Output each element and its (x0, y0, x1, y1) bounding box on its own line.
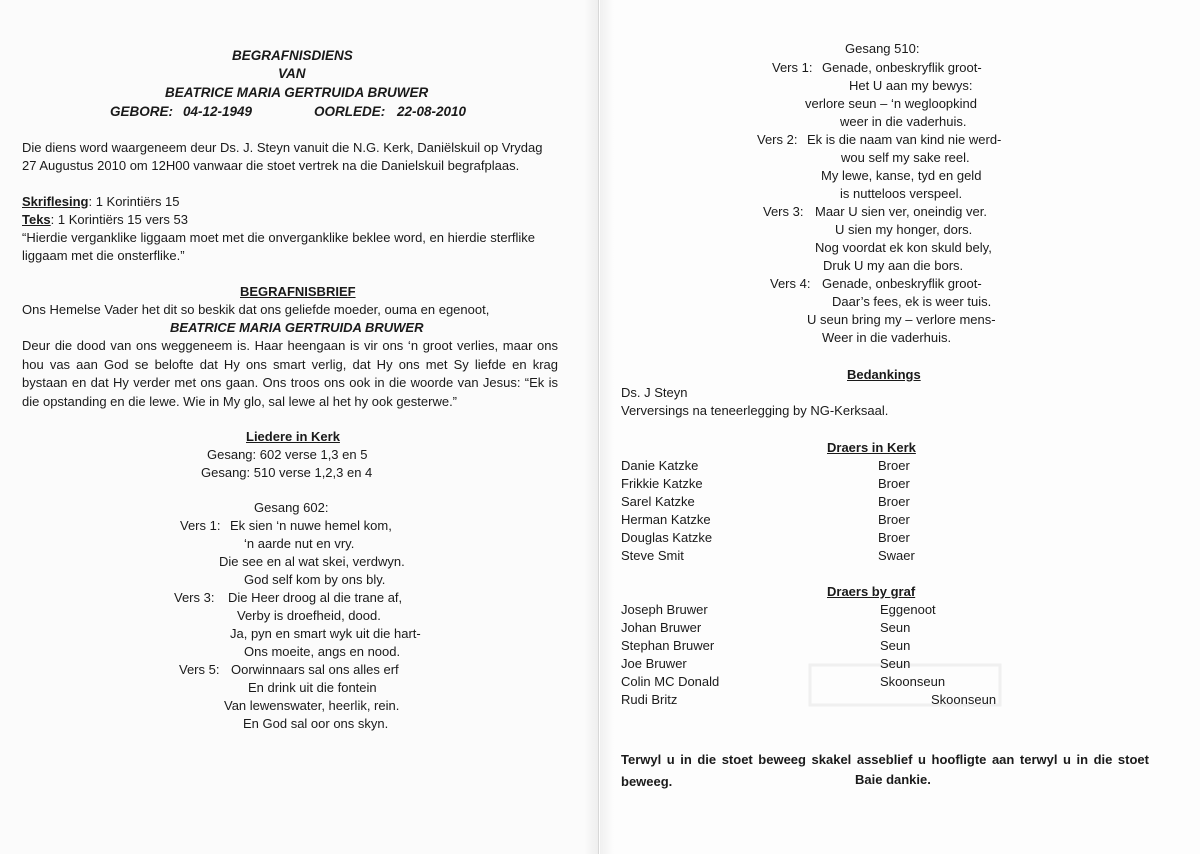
hymn602-line: Die Heer droog al die trane af, (228, 590, 403, 605)
letter-body (22, 337, 558, 411)
hymn510-title: Gesang 510: (845, 41, 920, 56)
bearers-church-heading: Draers in Kerk (827, 440, 916, 455)
hymn510-verse3-label: Vers 3: (763, 204, 804, 219)
hymn510-verse1-label: Vers 1: (772, 60, 813, 75)
scripture-quote-line-1: “Hierdie verganklike liggaam moet met die onverganklike beklee word, en hierdie sterflike (22, 230, 536, 245)
letter-body-line: die opstanding en die lewe. Wie in My glo, sal lewe al het hy ook gesterwe.” (22, 393, 458, 409)
bearer-relation: Broer (878, 530, 910, 545)
bearer-name: Joe Bruwer (621, 656, 687, 671)
bearer-name: Stephan Bruwer (621, 638, 715, 653)
letter-name: BEATRICE MARIA GERTRUIDA BRUWER (170, 320, 424, 335)
hymn602-line: Verby is droefheid, dood. (237, 608, 381, 623)
hymn602-line: Ek sien ‘n nuwe hemel kom, (230, 518, 392, 533)
hymn510-line: U seun bring my – verlore mens- (807, 312, 996, 327)
hymn510-line: Ek is die naam van kind nie werd- (807, 132, 1002, 147)
thanks-line-2: Verversings na teneerlegging by NG-Kerksaal. (621, 403, 889, 418)
hymn510-line: My lewe, kanse, tyd en geld (821, 168, 982, 183)
songs-line-1: Gesang: 602 verse 1,3 en 5 (207, 447, 368, 462)
letter-line-1: Ons Hemelse Vader het dit so beskik dat ons geliefde moeder, ouma en egenoot, (22, 302, 490, 317)
bearer-name: Joseph Bruwer (621, 602, 708, 617)
bearer-relation: Swaer (878, 548, 915, 563)
hymn602-line: En God sal oor ons skyn. (243, 716, 389, 731)
closing-line-2b: Baie dankie. (855, 772, 931, 787)
songs-heading: Liedere in Kerk (246, 429, 340, 444)
closing-note (621, 750, 1149, 770)
bearer-relation: Broer (878, 494, 910, 509)
closing-line-1: Terwyl u in die stoet beweeg skakel asseblief u hoofligte aan terwyl u in die stoet (621, 752, 1149, 767)
scripture-text (22, 211, 188, 229)
hymn510-line: wou self my sake reel. (841, 150, 970, 165)
hymn510-line: is nutteloos verspeel. (840, 186, 963, 201)
scripture-quote-line-2: liggaam met die onsterflike.” (22, 248, 185, 263)
letter-body-line: Deur die dood van ons weggeneem is. Haar heengaan is vir ons ‘n groot verlies, maar ons (22, 338, 558, 353)
hymn510-line: Daar’s fees, ek is weer tuis. (832, 294, 992, 309)
bearer-relation: Seun (880, 656, 911, 671)
hymn602-line: Ons moeite, angs en nood. (244, 644, 401, 659)
died-date: 22-08-2010 (397, 104, 467, 119)
hymn510-line: Genade, onbeskryflik groot- (822, 276, 982, 291)
right-page (600, 0, 1200, 854)
hymn602-line: Van lewenswater, heerlik, rein. (224, 698, 400, 713)
hymn510-verse2-label: Vers 2: (757, 132, 798, 147)
bearer-name: Herman Katzke (621, 512, 711, 527)
bearer-relation: Broer (878, 476, 910, 491)
bearer-relation: Seun (880, 620, 911, 635)
scripture-reading-label: Skriflesing (22, 194, 89, 209)
hymn602-verse5-label: Vers 5: (179, 662, 220, 677)
service-title: BEGRAFNISDIENS (232, 48, 353, 63)
bearer-relation: Eggenoot (880, 602, 936, 617)
bearer-name: Danie Katzke (621, 458, 699, 473)
hymn510-line: Weer in die vaderhuis. (822, 330, 952, 345)
closing-line-2a: beweeg. (621, 774, 673, 789)
scripture-text-label: Teks (22, 212, 51, 227)
songs-line-2: Gesang: 510 verse 1,2,3 en 4 (201, 465, 373, 480)
thanks-heading: Bedankings (847, 367, 921, 382)
left-page (0, 0, 599, 854)
bearer-relation: Seun (880, 638, 911, 653)
bearer-relation: Skoonseun (880, 674, 946, 689)
born-label: GEBORE: (110, 104, 174, 119)
hymn510-line: Druk U my aan die bors. (823, 258, 964, 273)
intro-line-2: 27 Augustus 2010 om 12H00 vanwaar die stoet vertrek na die Danielskuil begrafplaas. (22, 158, 520, 173)
hymn510-line: verlore seun – ‘n wegloopkind (805, 96, 977, 111)
thanks-line-1: Ds. J Steyn (621, 385, 688, 400)
scripture-text-value: : 1 Korintiërs 15 vers 53 (50, 212, 188, 227)
hymn510-line: Genade, onbeskryflik groot- (822, 60, 982, 75)
bearer-relation: Broer (878, 458, 910, 473)
bearer-name: Sarel Katzke (621, 494, 695, 509)
letter-body-line: hou vas aan God se belofte dat Hy ons smart verlig, dat Hy ons met Sy liefde en krag (22, 356, 558, 372)
scripture-reading (22, 193, 180, 211)
hymn602-line: God self kom by ons bly. (244, 572, 386, 587)
bearer-relation: Broer (878, 512, 910, 527)
hymn602-verse1-label: Vers 1: (180, 518, 221, 533)
deceased-name: BEATRICE MARIA GERTRUIDA BRUWER (165, 85, 429, 100)
died-label: OORLEDE: (314, 104, 386, 119)
letter-body-line: bystaan en dat Hy verder met ons gaan. Ons troos ons ook in die woorde van Jesus: “Ek is (22, 375, 558, 390)
bearer-name: Steve Smit (621, 548, 684, 563)
hymn602-verse3-label: Vers 3: (174, 590, 215, 605)
van-line: VAN (278, 66, 306, 81)
born-date: 04-12-1949 (183, 104, 253, 119)
hymn510-line: Nog voordat ek kon skuld bely, (815, 240, 992, 255)
bearer-name: Colin MC Donald (621, 674, 720, 689)
bearer-name: Johan Bruwer (621, 620, 702, 635)
bearer-name: Douglas Katzke (621, 530, 713, 545)
hymn510-line: Maar U sien ver, oneindig ver. (815, 204, 987, 219)
hymn510-verse4-label: Vers 4: (770, 276, 811, 291)
hymn602-line: Oorwinnaars sal ons alles erf (231, 662, 399, 677)
hymn602-line: En drink uit die fontein (248, 680, 377, 695)
hymn602-line: ‘n aarde nut en vry. (244, 536, 355, 551)
bearer-relation: Skoonseun (931, 692, 997, 707)
intro-line-1: Die diens word waargeneem deur Ds. J. Steyn vanuit die N.G. Kerk, Daniëlskuil op Vrydag (22, 140, 543, 155)
scripture-reading-value: : 1 Korintiërs 15 (88, 194, 180, 209)
hymn602-title: Gesang 602: (254, 500, 329, 515)
letter-heading: BEGRAFNISBRIEF (240, 284, 356, 299)
hymn510-line: U sien my honger, dors. (835, 222, 973, 237)
bearer-name: Frikkie Katzke (621, 476, 703, 491)
hymn602-line: Die see en al wat skei, verdwyn. (219, 554, 405, 569)
hymn602-line: Ja, pyn en smart wyk uit die hart- (230, 626, 421, 641)
bearer-name: Rudi Britz (621, 692, 678, 707)
hymn510-line: weer in die vaderhuis. (840, 114, 967, 129)
hymn510-line: Het U aan my bewys: (849, 78, 973, 93)
bearers-grave-heading: Draers by graf (827, 584, 916, 599)
